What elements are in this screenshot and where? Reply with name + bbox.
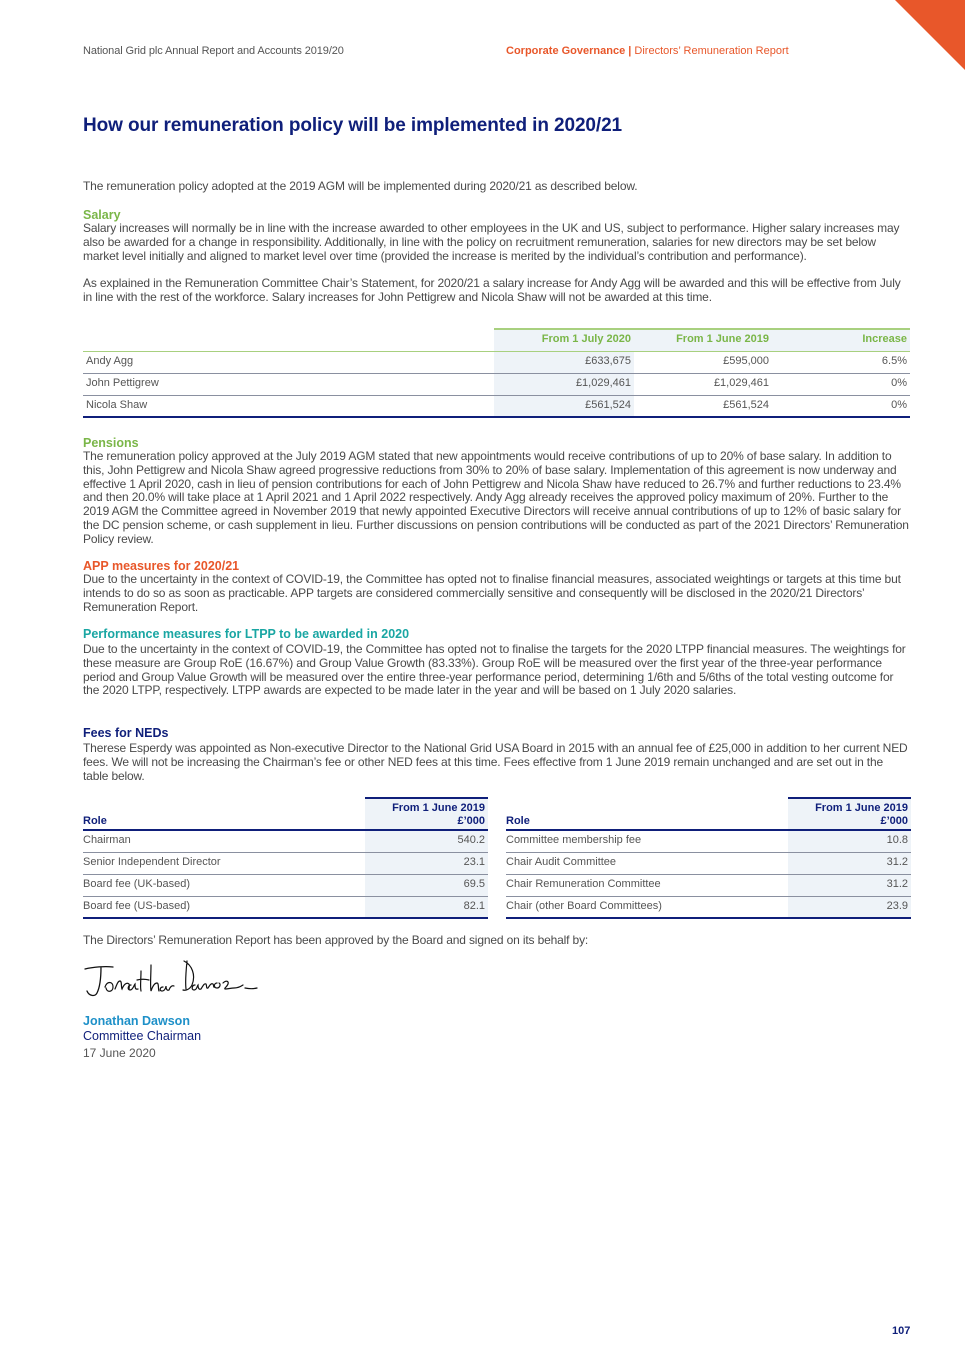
table-row [506,830,911,852]
fee-col-value-line1: From 1 June 2019 [815,802,908,814]
app-heading: APP measures for 2020/21 [83,559,240,573]
fee-col-value-line1: From 1 June 2019 [392,802,485,814]
salary-paragraph-2: As explained in the Remuneration Committee Chair’s Statement, for 2020/21 a salary increase for Andy Agg will be awarded and this will be effective from July in line with the rest of the workforce. Salary increases for John Pettigrew and Nicola Shaw will not be awarded at this time. [83,276,901,305]
fee-value: 540.2 [365,830,488,852]
salary-col-increase: Increase [772,329,910,351]
fee-col-role: Role [506,814,530,827]
salary-increase: 0% [891,377,907,390]
salary-increase: 6.5% [881,355,907,368]
table-row [83,830,488,852]
fee-value: 31.2 [788,852,911,874]
salary-june-2019: £1,029,461 [713,377,769,390]
neds-section [83,726,910,783]
fee-value: 10.8 [788,830,911,852]
fee-col-value [788,798,911,830]
salary-col-name [83,329,494,351]
neds-paragraph: Therese Esperdy was appointed as Non-executive Director to the National Grid USA Board in 2015 with an annual fee of £25,000 in addition to her current NED fees. We will not be increasing the Chairman’s fee or other NED fees at this time. Fees effective from 1 June 2019 remain unchanged and are set out in the table below. [83,741,908,783]
director-name: John Pettigrew [86,377,159,390]
report-title: National Grid plc Annual Report and Accounts 2019/20 [83,45,344,57]
ned-fees-table-right [506,797,911,919]
ned-fees-table-left-container [83,797,488,919]
director-name: Nicola Shaw [86,398,148,411]
salary-july-2020: £633,675 [494,351,634,373]
page-number: 107 [892,1325,911,1337]
fee-value: 82.1 [365,896,488,918]
table-row [83,874,488,896]
fee-role: Board fee (UK-based) [83,878,190,891]
pensions-heading: Pensions [83,436,139,450]
salary-paragraph-1: Salary increases will normally be in line with the increase awarded to other employees in the UK and US, subject to performance. Higher salary increases may also be awarded for a change in responsibility. Additionally, in line with the policy on recruitment remuneration, salaries for new directors may be set below market level initially and aligned to market level over time (provided the increase is merited by the individual’s contribution and performance). [83,221,900,263]
breadcrumb-separator: | [625,45,635,57]
fee-value: 23.9 [788,896,911,918]
fee-role: Senior Independent Director [83,856,221,869]
table-row [506,874,911,896]
table-row [506,852,911,874]
fee-role: Chair (other Board Committees) [506,899,662,912]
breadcrumb-subsection: Directors’ Remuneration Report [634,45,789,57]
fee-value: 69.5 [365,874,488,896]
pensions-section [83,436,910,547]
salary-col-july-2020: From 1 July 2020 [494,329,634,351]
section-breadcrumb [506,45,789,59]
corner-triangle-decoration [895,0,965,70]
app-paragraph: Due to the uncertainty in the context of COVID-19, the Committee has opted not to finalise financial measures, associated weightings or targets at this time but intends to do so as soon as practicable. APP targets are considered commercially sensitive and consequently will be disclosed in the 2020/21 Directors’ Remuneration Report. [83,572,901,614]
salary-table-container [83,328,910,418]
table-row [83,896,488,918]
breadcrumb-section: Corporate Governance [506,45,626,57]
director-name: Andy Agg [86,355,134,368]
fee-table-header [83,798,488,830]
ltpp-section [83,627,910,698]
fee-col-value [365,798,488,830]
fee-role: Chair Audit Committee [506,856,617,869]
fee-role: Chair Remuneration Committee [506,878,661,891]
signoff-date: 17 June 2020 [83,1045,156,1060]
signature-image [83,955,268,1000]
neds-heading: Fees for NEDs [83,726,169,740]
table-row [83,373,910,395]
salary-june-2019: £561,524 [723,398,769,411]
fee-col-value-line2: £’000 [457,814,485,827]
salary-july-2020: £561,524 [494,395,634,417]
ltpp-heading: Performance measures for LTPP to be awarded in 2020 [83,627,410,641]
salary-col-june-2019: From 1 June 2019 [634,329,772,351]
table-row [506,896,911,918]
ltpp-paragraph: Due to the uncertainty in the context of COVID-19, the Committee has opted not to finalise the targets for the 2020 LTPP financial measures. The weightings for these measure are Group RoE (16.67%) and Group Value Growth (83.33%). Group RoE will be measured over the first year of the three-year performance period and Group Value Growth will be measured over the entire three-year performance period, determining 1/6th and 5/6ths of the total vesting outcome for the 2020 LTPP, respectively. LTPP awards are expected to be made later in the year and will be based on 1 July 2020 salaries. [83,642,906,698]
approval-statement: The Directors’ Remuneration Report has been approved by the Board and signed on its behalf by: [83,933,589,947]
signatory-block [83,1015,910,1061]
salary-june-2019: £595,000 [723,355,769,368]
salary-table [83,328,910,418]
fee-role: Board fee (US-based) [83,899,190,912]
table-row [83,395,910,417]
fee-col-role: Role [83,814,107,827]
signatory-role: Committee Chairman [83,1028,202,1043]
salary-increase: 0% [891,398,907,411]
app-section [83,559,910,614]
salary-section [83,208,910,305]
ned-fees-table-right-container [506,797,911,919]
pensions-paragraph: The remuneration policy approved at the July 2019 AGM stated that new appointments would receive contributions of up to 20% of base salary. In addition to this, John Pettigrew and Nicola Shaw agreed progressive reductions from 30% to 20% of base salary. Implementation of this agreement is now underway and effective 1 April 2020, cash in lieu of pension contributions for each of John Pettigrew and Nicola Shaw have reduced to 26.7% and further reductions to 23.4% and then 20.0% will take place at 1 April 2021 and 1 April 2022 respectively. Andy Agg already receives the approved policy maximum of 20%. Further to the 2019 AGM the Committee agreed in November 2019 that newly appointed Executive Directors will receive annual contributions of up to 12% of basic salary for the DC pension scheme, or cash supplement in lieu. Further discussions on pension contributions will be conducted as part of the 2021 Directors’ Remuneration Policy review. [83,449,909,546]
page-title: How our remuneration policy will be implemented in 2020/21 [83,115,623,136]
fee-value: 23.1 [365,852,488,874]
table-row [83,351,910,373]
salary-table-header [83,329,910,351]
table-row [83,852,488,874]
intro-paragraph: The remuneration policy adopted at the 2019 AGM will be implemented during 2020/21 as described below. [83,179,638,193]
fee-role: Committee membership fee [506,834,642,847]
ned-fees-table-left [83,797,488,919]
fee-table-header [506,798,911,830]
fee-role: Chairman [83,834,131,847]
fee-col-value-line2: £’000 [880,814,908,827]
fee-value: 31.2 [788,874,911,896]
salary-july-2020: £1,029,461 [494,373,634,395]
signatory-name: Jonathan Dawson [83,1014,190,1028]
salary-heading: Salary [83,208,121,222]
